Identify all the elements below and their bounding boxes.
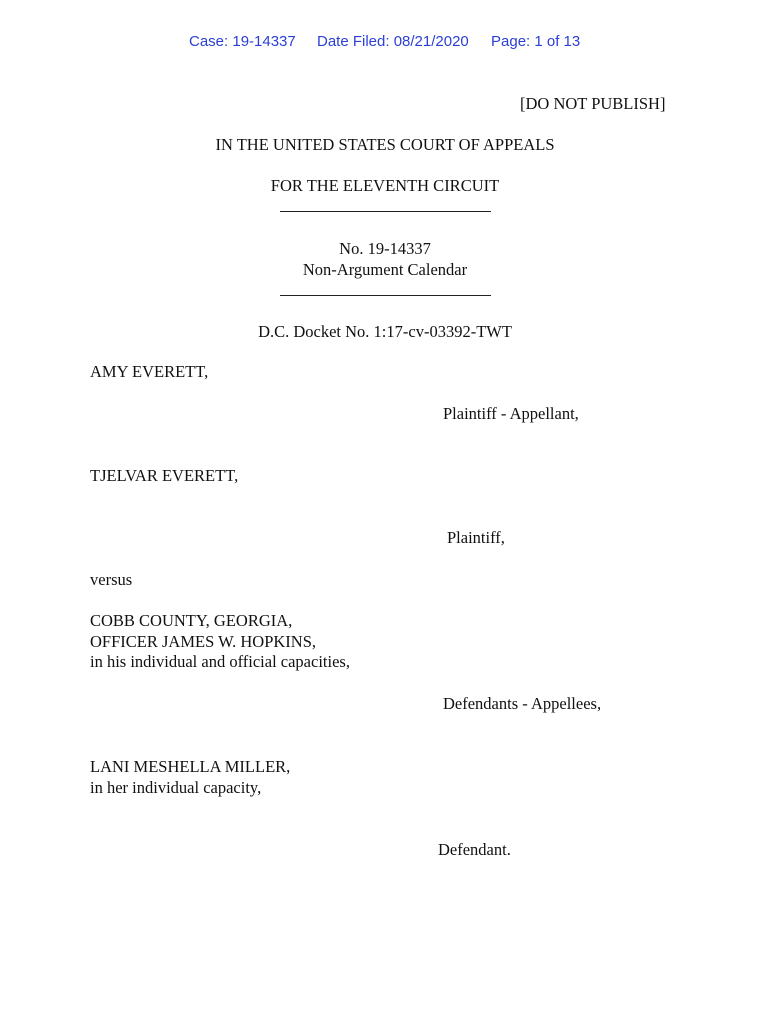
plaintiff-role: Plaintiff, xyxy=(447,528,505,547)
court-name: IN THE UNITED STATES COURT OF APPEALS xyxy=(215,135,555,154)
defendant-role: Defendant. xyxy=(438,840,511,859)
defendant-officer-hopkins: OFFICER JAMES W. HOPKINS, xyxy=(90,632,317,651)
defendant-miller-name: LANI MESHELLA MILLER, xyxy=(90,757,291,776)
page-count-header: Page: 1 of 13 xyxy=(491,33,581,50)
publication-notice: [DO NOT PUBLISH] xyxy=(520,94,666,113)
plaintiff-name: TJELVAR EVERETT, xyxy=(90,466,239,485)
separator-rule-bottom xyxy=(280,295,491,296)
separator-rule-top xyxy=(280,211,491,212)
plaintiff-appellant-role: Plaintiff - Appellant, xyxy=(443,404,579,423)
plaintiff-appellant-name: AMY EVERETT, xyxy=(90,362,209,381)
circuit-name: FOR THE ELEVENTH CIRCUIT xyxy=(270,176,500,195)
date-filed-header: Date Filed: 08/21/2020 xyxy=(317,33,469,50)
calendar-type: Non-Argument Calendar xyxy=(302,260,468,279)
defendant-cobb-county: COBB COUNTY, GEORGIA, xyxy=(90,611,293,630)
defendants-appellees-role: Defendants - Appellees, xyxy=(443,694,602,713)
defendant-capacity-note: in his individual and official capacities, xyxy=(90,652,350,671)
case-number-header: Case: 19-14337 xyxy=(189,33,296,50)
defendant-miller-capacity: in her individual capacity, xyxy=(90,778,262,797)
versus-label: versus xyxy=(90,570,133,589)
docket-number: D.C. Docket No. 1:17-cv-03392-TWT xyxy=(258,322,512,341)
case-number: No. 19-14337 xyxy=(339,239,431,258)
